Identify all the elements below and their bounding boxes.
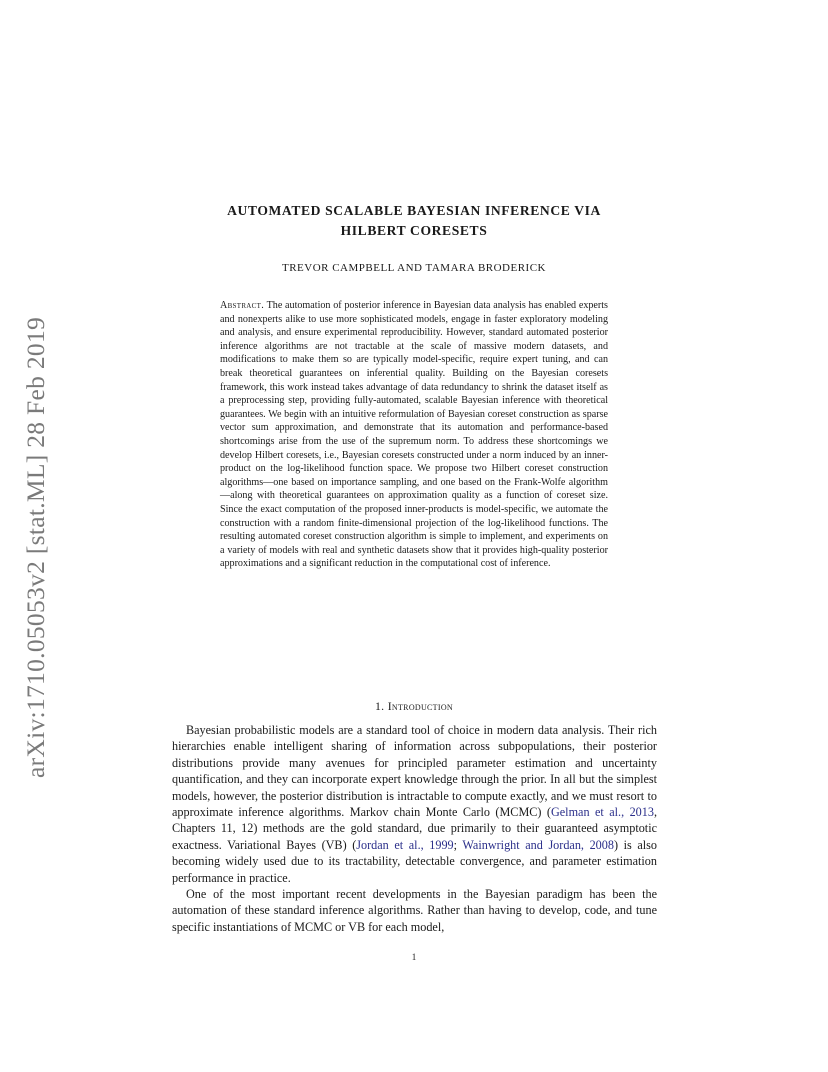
paper-title [172,201,656,241]
section-title: Introduction [387,699,453,713]
text-run: ; [453,837,463,852]
arxiv-identifier-stamp: arXiv:1710.05053v2 [stat.ML] 28 Feb 2019 [21,316,50,778]
citation-link-gelman-2013[interactable]: Gelman et al., 2013 [550,805,654,820]
text-run: ) is also becoming widely used due to its tractability, detectable convergence, and parameter estimation performance in practice. [172,837,657,885]
text-run: , Chapters 11, 12) methods are the gold standard, due primarily to their guaranteed asymptotic exactness. Variational Bayes (VB) ( [172,805,657,852]
paragraph-1 [172,722,657,886]
introduction-body [172,722,657,935]
text-run: Bayesian probabilistic models are a standard tool of choice in modern data analysis. Their rich hierarchies enable intelligent sharing of information across subpopulations, their posterior distributions provide many avenues for principled parameter estimation and uncertainty quantification, and they can incorporate expert knowledge through the prior. In all but the simplest models, however, the posterior distribution is intractable to compute exactly, and we must resort to approximate inference algorithms. Markov chain Monte Carlo (MCMC) ( [172,723,657,820]
citation-link-wainwright-2008[interactable]: Wainwright and Jordan, 2008 [462,837,614,852]
title-line-1: AUTOMATED SCALABLE BAYESIAN INFERENCE VIA [227,203,601,218]
paragraph-2: One of the most important recent developments in the Bayesian paradigm has been the automation of these standard inference algorithms. Rather than having to develop, code, and tune specific instantiations of MCMC or VB for each model, [172,887,657,934]
page-number: 1 [411,952,417,962]
section-heading-introduction [172,699,656,714]
abstract-label: Abstract. [220,300,265,311]
title-line-2: HILBERT CORESETS [340,223,488,238]
abstract [220,299,608,571]
paper-authors: TREVOR CAMPBELL AND TAMARA BRODERICK [281,262,547,274]
abstract-text: The automation of posterior inference in Bayesian data analysis has enabled experts and nonexperts alike to use more sophisticated models, engage in faster exploratory modeling and analysis, and ensure experimental reproducibility. However, standard automated posterior inference algorithms are not tractable at the scale of massive modern datasets, and modifications to make them so are typically model-specific, require expert tuning, and can break theoretical guarantees on inferential quality. Building on the Bayesian coresets framework, this work instead takes advantage of data redundancy to shrink the dataset itself as a preprocessing step, providing fully-automated, scalable Bayesian inference with theoretical guarantees. We begin with an intuitive reformulation of Bayesian coreset construction as sparse vector sum approximation, and demonstrate that its automation and performance-based shortcomings arise from the use of the supremum norm. To address these shortcomings we develop Hilbert coresets, i.e., Bayesian coresets constructed under a norm induced by an inner-product on the log-likelihood function space. We propose two Hilbert coreset construction algorithms—one based on importance sampling, and one based on the Frank-Wolfe algorithm—along with theoretical guarantees on approximation quality as a function of coreset size. Since the exact computation of the proposed inner-products is model-specific, we automate the construction with a random finite-dimensional projection of the log-likelihood functions. The resulting automated coreset construction algorithm is simple to implement, and experiments on a variety of models with real and synthetic datasets show that it provides high-quality posterior approximations and a significant reduction in the computational cost of inference. [220,300,608,570]
citation-link-jordan-1999[interactable]: Jordan et al., 1999 [356,837,454,852]
section-number: 1. [374,699,385,713]
